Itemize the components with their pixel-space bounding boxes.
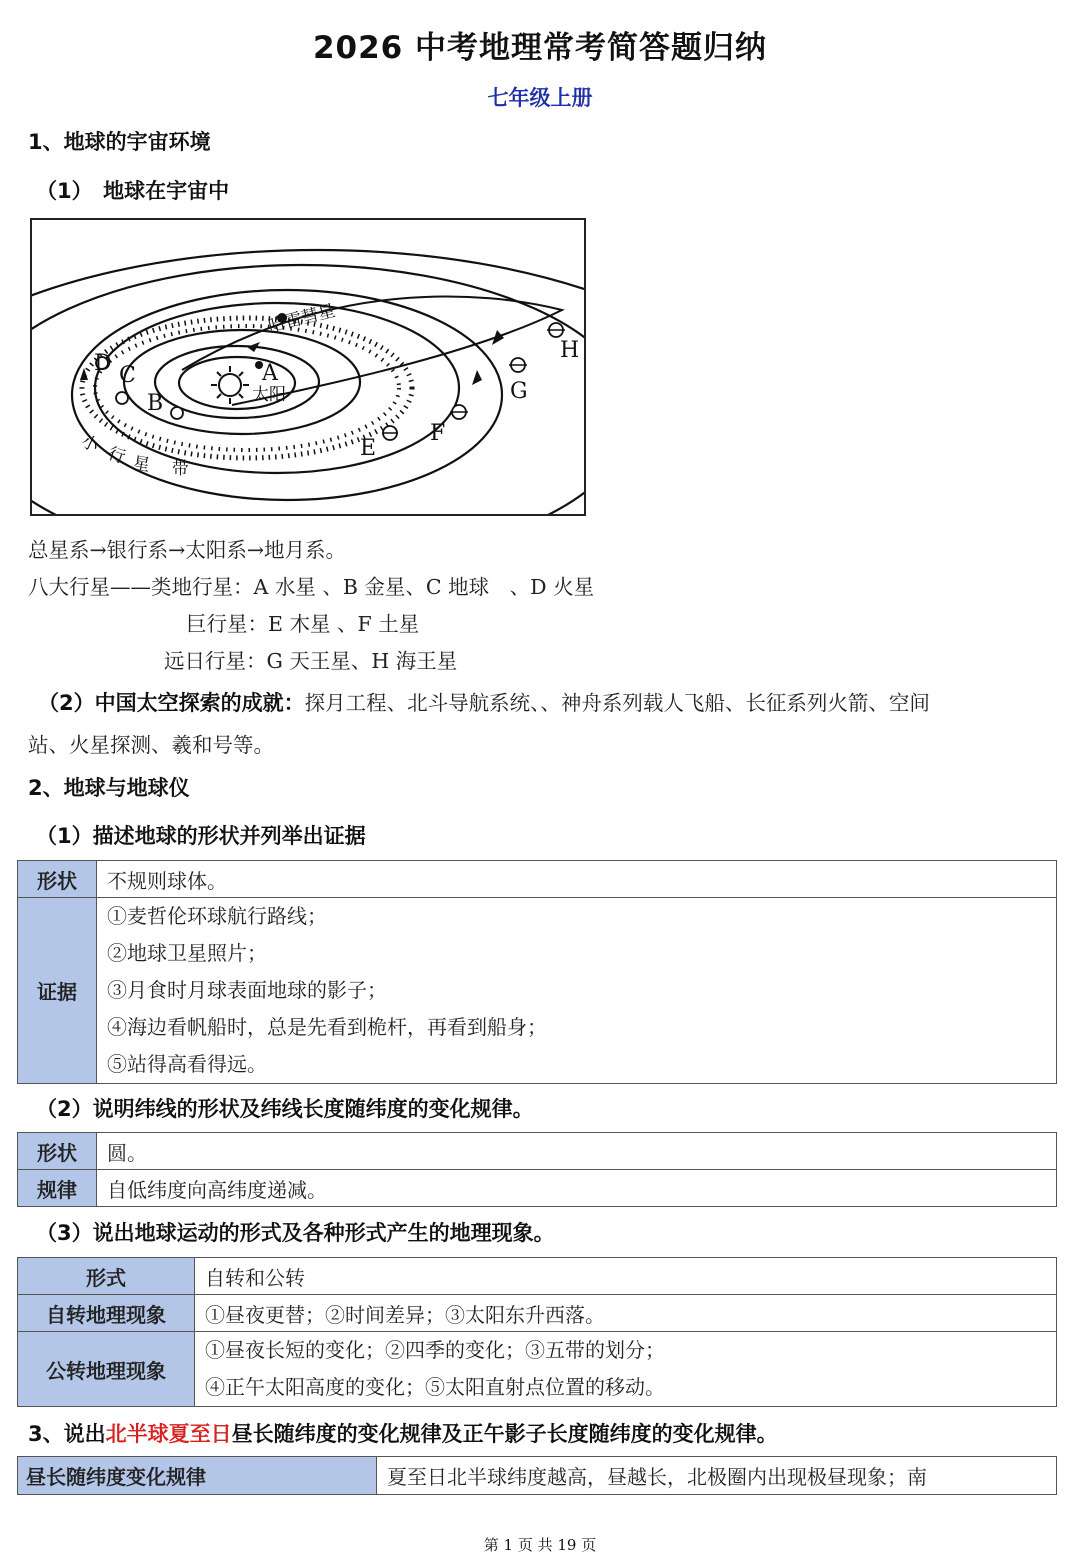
space-achievements-label: （2）中国太空探索的成就： xyxy=(38,691,305,715)
galaxy-hierarchy-line: 总星系→银行系→太阳系→地月系。 xyxy=(28,538,347,562)
shape-label: 形状 xyxy=(18,861,97,898)
section-2-q2: （2）说明纬线的形状及纬线长度随纬度的变化规律。 xyxy=(36,1097,534,1121)
label-f: F xyxy=(430,421,446,446)
evidence-item: ④海边看帆船时，总是先看到桅杆，再看到船身； xyxy=(107,1015,547,1039)
ice-giants-line: 远日行星：G 天王星、H 海王星 xyxy=(164,649,458,673)
evidence-item: ②地球卫星照片； xyxy=(107,941,267,965)
evidence-item: ①麦哲伦环球航行路线； xyxy=(107,904,327,928)
evidence-item: ⑤站得高看得远。 xyxy=(107,1052,267,1076)
planet-c-icon xyxy=(116,392,128,404)
arrow-icon xyxy=(472,370,482,385)
solar-system-svg xyxy=(32,220,584,514)
revolution-label: 公转地理现象 xyxy=(18,1332,195,1407)
giant-planets-line: 巨行星：E 木星 、F 土星 xyxy=(186,612,420,636)
label-e: E xyxy=(360,436,377,461)
terrestrial-planets-line: 八大行星——类地行星：A 水星 、B 金星、C 地球 、D 火星 xyxy=(28,575,595,599)
section-3-heading-post: 昼长随纬度的变化规律及正午影子长度随纬度的变化规律。 xyxy=(231,1422,778,1446)
section-3-heading xyxy=(28,1418,778,1448)
revolution-item: ①昼夜长短的变化；②四季的变化；③五带的划分； xyxy=(205,1338,665,1362)
day-length-value: 夏至日北半球纬度越高，昼越长，北极圈内出现极昼现象；南 xyxy=(377,1457,1057,1495)
page-subtitle: 七年级上册 xyxy=(487,86,593,110)
label-c: C xyxy=(119,363,136,388)
shape-value: 不规则球体。 xyxy=(97,861,1057,898)
earth-shape-table xyxy=(17,860,1057,1084)
rotation-value: ①昼夜更替；②时间差异；③太阳东升西落。 xyxy=(195,1295,1057,1332)
section-3-heading-pre: 3、说出 xyxy=(28,1422,106,1446)
planet-b-icon xyxy=(171,407,183,419)
label-b: B xyxy=(147,391,164,416)
evidence-list xyxy=(97,898,1057,1084)
evidence-label: 证据 xyxy=(18,898,97,1084)
motion-form-label: 形式 xyxy=(18,1258,195,1295)
latitude-rule-value: 自低纬度向高纬度递减。 xyxy=(97,1170,1057,1207)
latitude-table xyxy=(17,1132,1057,1207)
label-h: H xyxy=(560,338,580,363)
revolution-values xyxy=(195,1332,1057,1407)
section-1-heading: 1、地球的宇宙环境 xyxy=(28,130,211,154)
space-achievements-paragraph xyxy=(38,686,1058,717)
section-2-q3: （3）说出地球运动的形式及各种形式产生的地理现象。 xyxy=(36,1221,555,1245)
label-belt-1: 小 xyxy=(77,431,102,457)
day-length-table xyxy=(17,1456,1057,1495)
label-belt-3: 星 xyxy=(131,453,152,476)
section-2-heading: 2、地球与地球仪 xyxy=(28,776,190,800)
label-belt-2: 行 xyxy=(105,443,128,469)
label-d: D xyxy=(94,351,112,376)
label-belt-4: 带 xyxy=(172,459,189,479)
latitude-rule-label: 规律 xyxy=(18,1170,97,1207)
label-g: G xyxy=(510,379,528,404)
day-length-label: 昼长随纬度变化规律 xyxy=(18,1457,377,1495)
section-2-q1: （1）描述地球的形状并列举出证据 xyxy=(36,824,366,848)
earth-motion-table xyxy=(17,1257,1057,1407)
sun-icon xyxy=(211,366,249,404)
solar-system-diagram xyxy=(30,218,586,516)
page-title: 2026 中考地理常考简答题归纳 xyxy=(312,30,768,66)
space-achievements-text-1: 探月工程、北斗导航系统、、神舟系列载人飞船、长征系列火箭、空间 xyxy=(304,691,930,715)
section-3-heading-highlight: 北半球夏至日 xyxy=(105,1422,232,1446)
label-sun: 太阳 xyxy=(252,385,286,405)
asteroid-belt-inner xyxy=(95,326,399,450)
rotation-label: 自转地理现象 xyxy=(18,1295,195,1332)
comet-orbit xyxy=(182,296,562,405)
page-footer: 第 1 页 共 19 页 xyxy=(483,1536,597,1554)
revolution-item: ④正午太阳高度的变化；⑤太阳直射点位置的移动。 xyxy=(205,1375,665,1399)
section-1-sub1: （1） 地球在宇宙中 xyxy=(36,179,230,203)
label-comet: 哈雷彗星 xyxy=(266,300,338,337)
latitude-shape-label: 形状 xyxy=(18,1133,97,1170)
motion-form-value: 自转和公转 xyxy=(195,1258,1057,1295)
evidence-item: ③月食时月球表面地球的影子； xyxy=(107,978,387,1002)
latitude-shape-value: 圆。 xyxy=(97,1133,1057,1170)
label-a: A xyxy=(262,361,278,386)
space-achievements-text-2: 站、火星探测、羲和号等。 xyxy=(28,733,274,757)
